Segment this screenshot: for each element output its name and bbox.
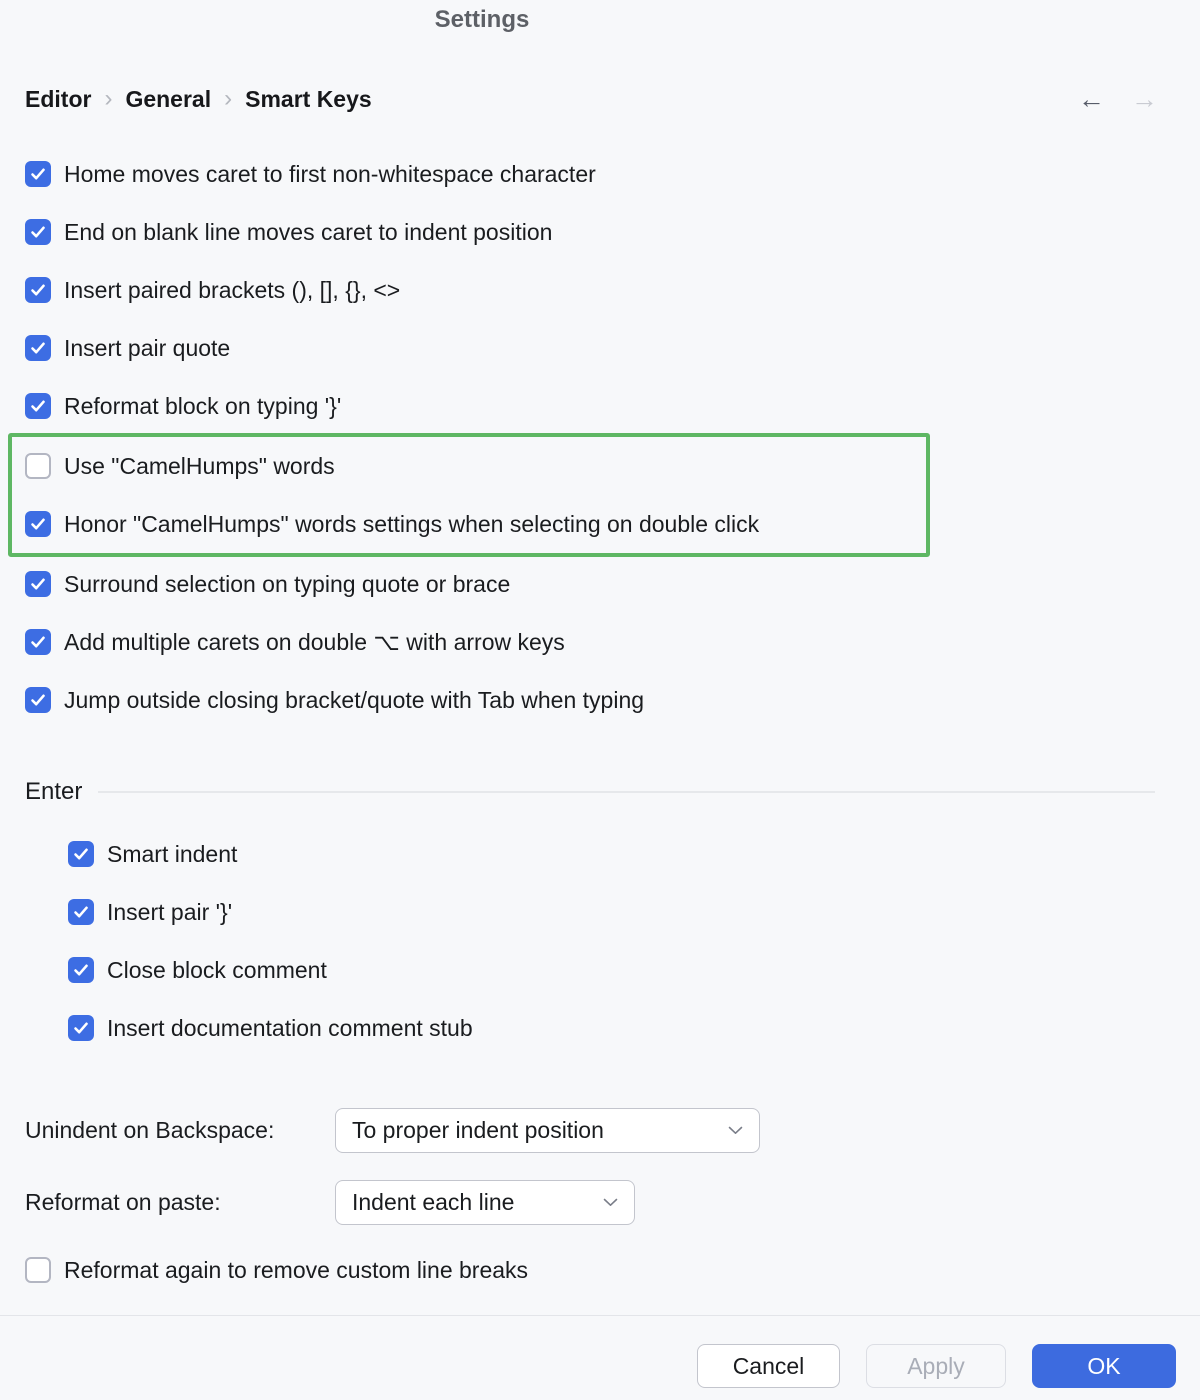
ok-button[interactable]: OK (1032, 1344, 1176, 1388)
checkmark-icon (30, 399, 46, 413)
checkmark-icon (30, 693, 46, 707)
breadcrumb (25, 84, 1158, 114)
checkmark-icon (73, 963, 89, 977)
checkmark-icon (73, 847, 89, 861)
chevron-down-icon (603, 1198, 618, 1207)
checkmark-icon (30, 341, 46, 355)
checkbox[interactable] (25, 219, 51, 245)
checkbox[interactable] (68, 899, 94, 925)
option-label: Reformat block on typing '}' (64, 392, 342, 419)
titlebar (0, 0, 1200, 40)
option-label: Surround selection on typing quote or brace (64, 570, 511, 597)
checkbox[interactable] (25, 1257, 51, 1283)
checkbox[interactable] (25, 453, 51, 479)
chevron-right-icon: › (224, 85, 233, 112)
enter-section-header (25, 779, 1155, 805)
option-row-insert-pair-quote[interactable] (0, 319, 1200, 377)
checkbox[interactable] (25, 687, 51, 713)
checkbox[interactable] (25, 571, 51, 597)
enter-section-options (0, 825, 1200, 1057)
checkbox[interactable] (25, 335, 51, 361)
reformat-on-paste-field (0, 1180, 1200, 1225)
option-row-close-block-comment[interactable] (0, 941, 1200, 999)
option-row-home-moves-caret[interactable] (0, 145, 1200, 203)
select-value: To proper indent position (352, 1117, 604, 1143)
checkmark-icon (30, 577, 46, 591)
option-label: Home moves caret to first non-whitespace character (64, 160, 596, 187)
chevron-right-icon: › (104, 85, 113, 112)
select-value: Indent each line (352, 1189, 515, 1215)
option-label: End on blank line moves caret to indent position (64, 218, 553, 245)
checkmark-icon (30, 283, 46, 297)
option-label: Add multiple carets on double ⌥ with arrow keys (64, 628, 565, 655)
option-label: Close block comment (107, 956, 327, 983)
unindent-on-backspace-label: Unindent on Backspace: (25, 1117, 275, 1143)
option-row-insert-pair-brace[interactable] (0, 883, 1200, 941)
window-title: Settings (434, 6, 530, 33)
forward-arrow-icon[interactable]: → (1131, 83, 1158, 114)
breadcrumb-item-general[interactable]: General (125, 85, 212, 112)
option-label: Insert pair quote (64, 334, 231, 361)
reformat-on-paste-label: Reformat on paste: (25, 1189, 221, 1215)
option-label: Jump outside closing bracket/quote with Tab when typing (64, 686, 645, 713)
option-row-surround-selection[interactable] (0, 555, 1200, 613)
section-title-enter: Enter (25, 778, 83, 805)
section-divider (98, 791, 1155, 793)
option-row-insert-doc-stub[interactable] (0, 999, 1200, 1057)
option-row-use-camelhumps[interactable] (12, 437, 926, 495)
option-row-reformat-block[interactable] (0, 377, 1200, 435)
breadcrumb-item-editor[interactable]: Editor (25, 85, 92, 112)
dialog-footer (0, 1316, 1200, 1388)
apply-button[interactable]: Apply (866, 1344, 1006, 1388)
checkbox[interactable] (68, 841, 94, 867)
option-label: Insert documentation comment stub (107, 1014, 473, 1041)
smart-keys-options (0, 145, 1200, 729)
checkbox[interactable] (68, 1015, 94, 1041)
history-nav (1078, 83, 1158, 114)
breadcrumb-item-smart-keys[interactable]: Smart Keys (245, 85, 372, 112)
checkbox[interactable] (25, 161, 51, 187)
option-row-jump-outside-bracket[interactable] (0, 671, 1200, 729)
checkbox[interactable] (25, 393, 51, 419)
reformat-on-paste-select[interactable] (335, 1180, 635, 1225)
option-row-honor-camelhumps[interactable] (12, 495, 926, 553)
checkbox[interactable] (25, 629, 51, 655)
checkmark-icon (73, 905, 89, 919)
option-label: Insert paired brackets (), [], {}, <> (64, 276, 401, 303)
option-row-insert-paired-brackets[interactable] (0, 261, 1200, 319)
checkmark-icon (30, 517, 46, 531)
checkbox[interactable] (25, 511, 51, 537)
option-row-multiple-carets[interactable] (0, 613, 1200, 671)
option-label: Reformat again to remove custom line breaks (64, 1256, 529, 1283)
unindent-on-backspace-select[interactable] (335, 1108, 760, 1153)
option-label: Honor "CamelHumps" words settings when selecting on double click (64, 510, 760, 537)
checkmark-icon (73, 1021, 89, 1035)
checkmark-icon (30, 635, 46, 649)
back-arrow-icon[interactable]: ← (1078, 83, 1105, 114)
checkbox[interactable] (25, 277, 51, 303)
camelhumps-highlight-box (8, 433, 930, 557)
checkmark-icon (30, 167, 46, 181)
option-label: Insert pair '}' (107, 898, 233, 925)
option-label: Use "CamelHumps" words (64, 452, 335, 479)
checkmark-icon (30, 225, 46, 239)
cancel-button[interactable]: Cancel (697, 1344, 840, 1388)
unindent-on-backspace-field (0, 1108, 1200, 1153)
chevron-down-icon (728, 1126, 743, 1135)
checkbox[interactable] (68, 957, 94, 983)
option-label: Smart indent (107, 840, 238, 867)
option-row-reformat-again[interactable] (0, 1241, 1200, 1299)
option-row-smart-indent[interactable] (0, 825, 1200, 883)
option-row-end-blank-line[interactable] (0, 203, 1200, 261)
